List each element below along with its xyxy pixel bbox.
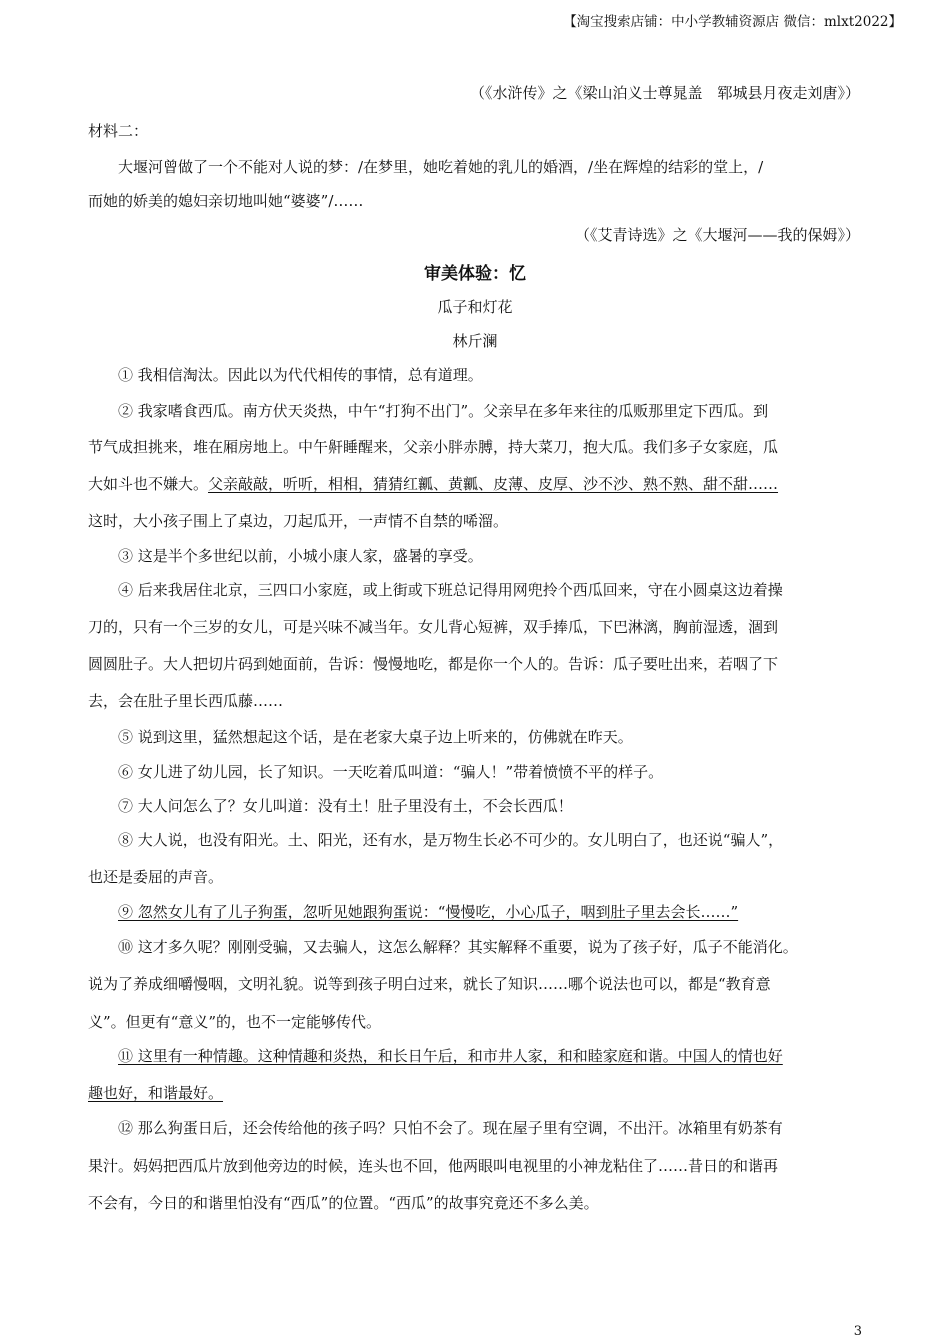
material2-label: 材料二： (88, 122, 149, 140)
essay-title: 瓜子和灯花 (437, 298, 513, 316)
paragraph-2-line-4: 这时，大小孩子围上了桌边，刀起瓜开，一声情不自禁的唏溜。 (88, 512, 509, 530)
paragraph-2-line-1: ② 我家嗜食西瓜。南方伏天炎热，中午“打狗不出门”。父亲早在多年来往的瓜贩那里定下西瓜。到 (118, 402, 769, 420)
paragraph-2-line-2: 节气成担挑来，堆在厢房地上。中午鼾睡醒来，父亲小胖赤膊，持大菜刀，抱大瓜。我们多子女家庭，瓜 (88, 438, 779, 456)
paragraph-2-line-3 (88, 473, 778, 494)
paragraph-12-line-2: 果汁。妈妈把西瓜片放到他旁边的时候，连头也不回，他两眼叫电视里的小神龙粘住了……昔日的和谐再 (88, 1157, 779, 1175)
paragraph-3: ③ 这是半个多世纪以前，小城小康人家，盛暑的享受。 (118, 547, 483, 565)
header-note: 【淘宝搜索店铺：中小学教辅资源店 微信：mlxt2022】 (563, 14, 902, 30)
paragraph-6: ⑥ 女儿进了幼儿园，长了知识。一天吃着瓜叫道：“骗人！”带着愤愤不平的样子。 (118, 763, 664, 781)
material2-line-2: 而她的娇美的媳妇亲切地叫她“婆婆”/…… (88, 192, 364, 210)
paragraph-4-line-1: ④ 后来我居住北京，三四口小家庭，或上街或下班总记得用网兜拎个西瓜回来，守在小圆桌这边着操 (118, 581, 783, 599)
paragraph-10-line-2: 说为了养成细嚼慢咽，文明礼貌。说等到孩子明白过来，就长了知识……哪个说法也可以，都是“教育意 (88, 975, 771, 993)
material1-source: （《水浒传》之《梁山泊义士尊晁盖 郓城县月夜走刘唐》） (469, 84, 860, 102)
paragraph-7: ⑦ 大人问怎么了？女儿叫道：没有土！肚子里没有土，不会长西瓜！ (118, 797, 573, 815)
essay-author: 林斤澜 (452, 332, 498, 350)
material2-source: （《艾青诗选》之《大堰河——我的保姆》） (574, 226, 860, 244)
paragraph-1: ① 我相信淘汰。因此以为代代相传的事情，总有道理。 (118, 366, 483, 384)
material2-line-1: 大堰河曾做了一个不能对人说的梦：/在梦里，她吃着她的乳儿的婚酒，/坐在辉煌的结彩的堂上，/ (118, 158, 764, 176)
paragraph-8-line-2: 也还是委屈的声音。 (88, 868, 224, 886)
paragraph-11-line-2: 趣也好，和谐最好。 (88, 1084, 224, 1102)
paragraph-10-line-3: 义”。但更有“意义”的，也不一定能够传代。 (88, 1013, 382, 1031)
paragraph-10-line-1: ⑩ 这才多久呢？刚刚受骗，又去骗人，这怎么解释？其实解释不重要，说为了孩子好，瓜子不能消化。 (118, 938, 798, 956)
paragraph-4-line-4: 去，会在肚子里长西瓜藤…… (88, 692, 284, 710)
paragraph-4-line-2: 刀的，只有一个三岁的女儿，可是兴味不减当年。女儿背心短裤，双手捧瓜，下巴淋漓，胸前湿透，涸到 (88, 618, 779, 636)
paragraph-12-line-1: ⑫ 那么狗蛋日后，还会传给他的孩子吗？只怕不会了。现在屋子里有空调，不出汗。冰箱里有奶茶有 (118, 1119, 783, 1137)
page-number: 3 (853, 1324, 862, 1339)
paragraph-12-line-3: 不会有，今日的和谐里怕没有“西瓜”的位置。“西瓜”的故事究竟还不多么美。 (88, 1194, 599, 1212)
paragraph-2-line-3-plain: 大如斗也不嫌大。 (88, 475, 209, 493)
paragraph-4-line-3: 圆圆肚子。大人把切片码到她面前，告诉：慢慢地吃，都是你一个人的。告诉：瓜子要吐出来，若咽了下 (88, 655, 779, 673)
paragraph-2-underlined-text: 父亲敲敲，听听，相相，猜猜红瓤、黄瓤、皮薄、皮厚、沙不沙、熟不熟、甜不甜…… (208, 475, 779, 493)
paragraph-9: ⑨ 忽然女儿有了儿子狗蛋，忽听见她跟狗蛋说：“慢慢吃，小心瓜子，咽到肚子里去会长……” (118, 903, 739, 921)
paragraph-5: ⑤ 说到这里，猛然想起这个话，是在老家大桌子边上听来的，仿佛就在昨天。 (118, 728, 633, 746)
paragraph-8-line-1: ⑧ 大人说，也没有阳光。土、阳光，还有水，是万物生长必不可少的。女儿明白了，也还说“骗人”， (118, 831, 784, 849)
section-title: 审美体验：忆 (424, 264, 526, 284)
paragraph-11-line-1: ⑪ 这里有一种情趣。这种情趣和炎热，和长日午后，和市井人家，和和睦家庭和谐。中国人的情也好 (118, 1047, 783, 1065)
